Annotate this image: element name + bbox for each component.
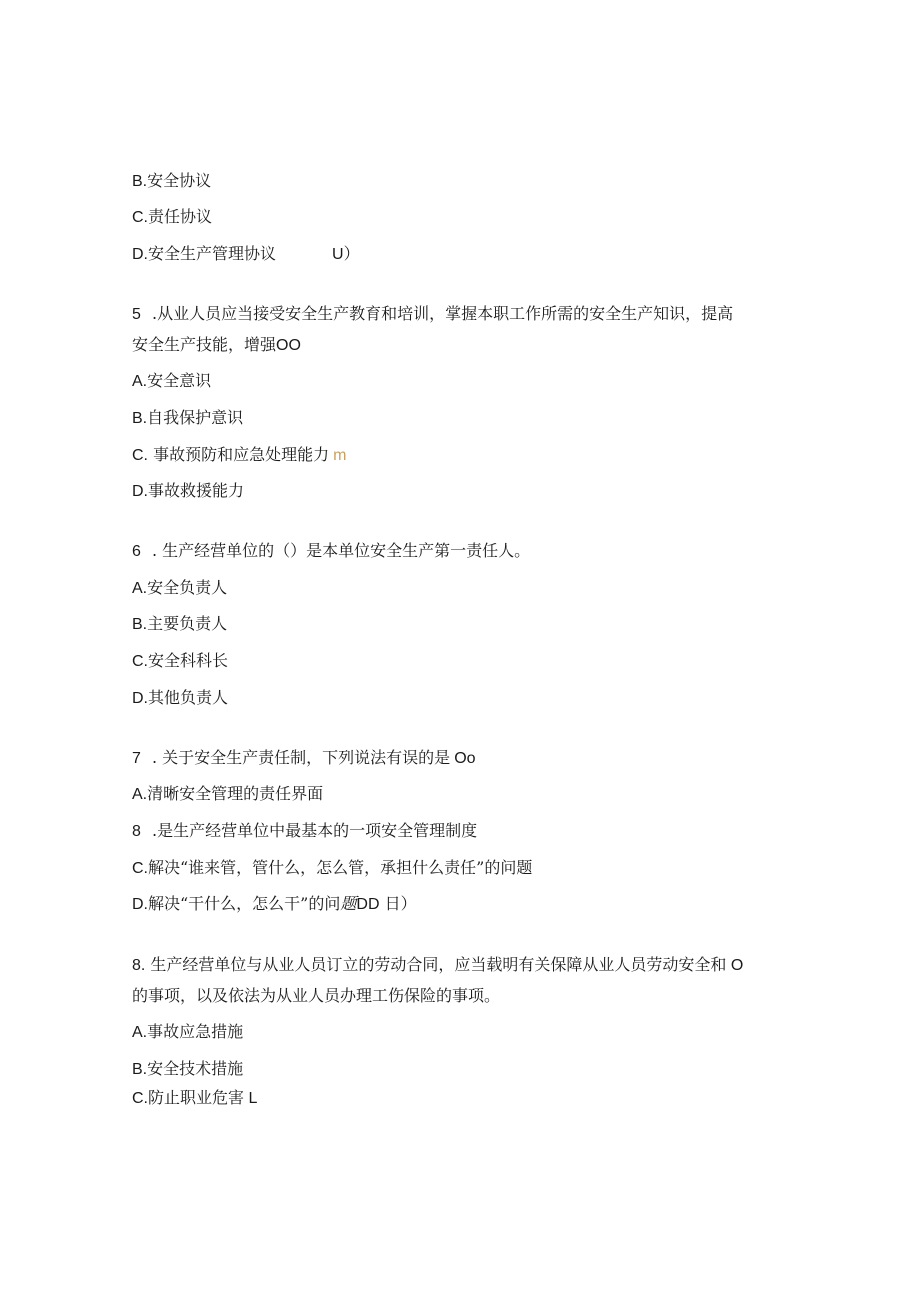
question-text: . 生产经营单位的（）是本单位安全生产第一责任人。 — [152, 541, 531, 560]
answer-mark: U） — [332, 246, 360, 263]
q4-option-c — [132, 207, 212, 228]
answer-mark: L — [244, 1090, 258, 1107]
option-letter: A. — [132, 373, 148, 390]
q6-option-d — [132, 688, 228, 709]
question-number: 8. — [132, 957, 146, 974]
option-letter: C. — [132, 860, 148, 877]
option-letter: C. — [132, 1090, 148, 1107]
q5-option-a — [132, 371, 211, 392]
answer-mark-tail: 日） — [379, 894, 417, 913]
q8-stem-line1 — [132, 955, 743, 976]
q6-option-b — [132, 614, 227, 635]
option-letter: C. — [132, 209, 148, 226]
question-number: 8 — [132, 823, 141, 840]
q8-option-c — [132, 1088, 257, 1109]
option-text: 安全技术措施 — [147, 1059, 244, 1078]
option-letter: C. — [132, 447, 148, 464]
q7-line-8 — [132, 821, 477, 842]
question-text: .从业人员应当接受安全生产教育和培训，掌握本职工作所需的安全生产知识，提高 — [152, 304, 734, 323]
option-text: 责任协议 — [148, 207, 213, 226]
q5-stem-line2 — [132, 335, 301, 356]
q4-option-b — [132, 171, 211, 192]
option-text: 防止职业危害 — [148, 1088, 245, 1107]
option-text: 安全科科长 — [148, 651, 229, 670]
q7-option-c — [132, 858, 532, 879]
option-letter: A. — [132, 580, 148, 597]
answer-mark: DD — [356, 896, 380, 913]
question-text: . 关于安全生产责任制，下列说法有误的是 — [152, 748, 451, 767]
option-letter: C. — [132, 653, 148, 670]
q8-stem-line2 — [132, 986, 500, 1006]
q8-option-a — [132, 1022, 243, 1043]
q6-option-c — [132, 651, 228, 672]
q5-option-c — [132, 445, 346, 466]
option-text: 自我保护意识 — [147, 408, 244, 427]
option-letter: B. — [132, 616, 148, 633]
question-number: 5 — [132, 306, 141, 323]
option-letter: D. — [132, 483, 148, 500]
option-text: 安全生产管理协议 — [148, 244, 277, 263]
question-text: 安全生产技能，增强 — [132, 335, 277, 354]
option-text: 安全协议 — [147, 171, 212, 190]
question-text: 生产经营单位与从业人员订立的劳动合同，应当载明有关保障从业人员劳动安全和 — [145, 955, 727, 974]
q4-option-d — [132, 244, 360, 265]
option-text: 其他负责人 — [148, 688, 229, 707]
option-letter: A. — [132, 786, 148, 803]
option-text: 主要负责人 — [147, 614, 228, 633]
option-text: 安全负责人 — [147, 578, 228, 597]
option-text: 解决“谁来管，管什么，怎么管，承担什么责任”的问题 — [148, 858, 533, 877]
option-letter: D. — [132, 690, 148, 707]
option-letter: A. — [132, 1024, 148, 1041]
q7-option-d — [132, 894, 417, 915]
option-letter: D. — [132, 246, 148, 263]
q5-stem-line1 — [132, 304, 733, 325]
answer-mark: m — [333, 447, 347, 464]
option-text: 事故预防和应急处理能力 — [148, 445, 330, 464]
q6-option-a — [132, 578, 227, 599]
q5-option-d — [132, 481, 244, 502]
option-letter: B. — [132, 173, 148, 190]
question-number: 6 — [132, 543, 141, 560]
option-text: 事故救援能力 — [148, 481, 245, 500]
option-letter: D. — [132, 896, 148, 913]
option-text-italic: 题 — [340, 894, 357, 913]
option-text: 安全意识 — [147, 371, 212, 390]
answer-blank: OO — [276, 337, 301, 354]
q5-option-b — [132, 408, 243, 429]
option-text: 清晰安全管理的责任界面 — [147, 784, 324, 803]
question-number: 7 — [132, 750, 141, 767]
q8-option-b — [132, 1059, 243, 1080]
option-letter: B. — [132, 1061, 148, 1078]
option-letter: B. — [132, 410, 148, 427]
question-text: .是生产经营单位中最基本的一项安全管理制度 — [152, 821, 478, 840]
q7-option-a — [132, 784, 323, 805]
q6-stem — [132, 541, 530, 562]
option-text: 事故应急措施 — [147, 1022, 244, 1041]
q7-stem — [132, 748, 476, 769]
option-text: 解决“干什么，怎么干”的问 — [148, 894, 341, 913]
answer-blank: O — [726, 957, 744, 974]
question-text: 的事项，以及依法为从业人员办理工伤保险的事项。 — [132, 986, 501, 1005]
answer-blank: Oo — [454, 750, 476, 767]
